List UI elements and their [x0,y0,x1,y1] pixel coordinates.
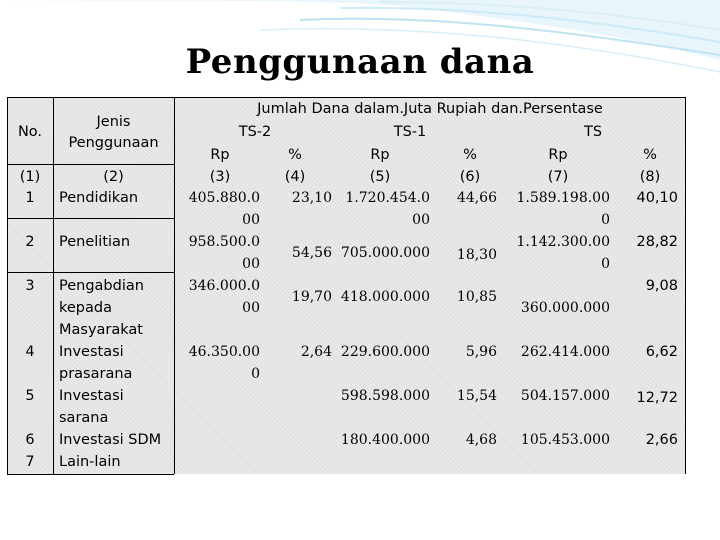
row-3-jenis-line-3: Masyarakat [59,322,143,338]
header-ts-pct: % [643,147,657,163]
row-2-ts-rp-line-1: 1.142.300.00 [516,234,610,250]
row-4-ts1-rp-line-1: 229.600.000 [340,344,430,360]
row-1-ts2-rp-line-1: 405.880.0 [188,190,260,206]
row-5-ts-pct: 12,72 [636,390,678,406]
row-3-ts-pct: 9,08 [645,278,678,294]
row-2-ts1-pct: 18,30 [456,247,497,263]
header-no: No. [17,124,43,140]
row-4-jenis-line-1: Investasi [59,344,124,360]
header-ts2-pct: % [288,147,302,163]
row-4-jenis-line-2: prasarana [59,366,133,382]
row-2-ts2-rp-line-1: 958.500.0 [188,234,260,250]
table-border-bottom [7,474,174,475]
column-number-6: (6) [459,169,481,185]
row-7-no: 7 [25,454,35,470]
row-divider-1 [7,218,174,219]
row-3-no: 3 [25,278,35,294]
header-ts-rp: Rp [548,147,568,163]
row-1-ts-rp-line-1: 1.589.198.00 [516,190,610,206]
header-jumlah: Jumlah Dana dalam.Juta Rupiah dan.Persentase [257,101,603,117]
row-3-jenis-line-2: kepada [59,300,112,316]
row-3-ts1-pct: 10,85 [456,289,497,305]
row-4-ts-pct: 6,62 [645,344,678,360]
column-number-2: (2) [103,169,124,185]
header-ts1-pct: % [463,147,477,163]
row-3-ts-rp-line-1: 360.000.000 [520,300,610,316]
row-1-ts1-rp-line-1: 1.720.454.0 [345,190,430,206]
column-number-5: (5) [369,169,391,185]
row-2-jenis-line-1: Penelitian [59,234,131,250]
row-5-ts1-pct: 15,54 [456,388,497,404]
row-3-ts1-rp-line-1: 418.000.000 [340,289,430,305]
column-number-7: (7) [547,169,569,185]
row-2-ts1-rp-line-1: 705.000.000 [340,245,430,261]
row-4-ts2-rp-line-1: 46.350.00 [188,344,260,360]
row-1-ts-rp-line-2: 0 [601,212,610,228]
row-5-jenis-line-1: Investasi [59,388,124,404]
row-1-ts1-rp-line-2: 00 [412,212,430,228]
row-2-ts-pct: 28,82 [636,234,678,250]
row-6-no: 6 [25,432,35,448]
row-1-ts2-pct: 23,10 [291,190,332,206]
header-divider [7,164,174,165]
row-4-no: 4 [25,344,35,360]
row-2-no: 2 [25,234,35,250]
header-jenis-line2: Penggunaan [68,135,159,151]
row-1-jenis-line-1: Pendidikan [59,190,139,206]
row-1-ts-pct: 40,10 [636,190,678,206]
row-6-jenis-line-1: Investasi SDM [59,432,162,448]
header-jenis-line1: Jenis [96,114,131,130]
row-3-ts2-rp-line-1: 346.000.0 [188,278,260,294]
row-1-ts1-pct: 44,66 [456,190,497,206]
row-3-jenis-line-1: Pengabdian [59,278,144,294]
row-2-ts-rp-line-2: 0 [601,256,610,272]
row-5-ts-rp-line-1: 504.157.000 [520,388,610,404]
row-5-jenis-line-2: sarana [59,410,109,426]
row-2-ts2-pct: 54,56 [291,245,332,261]
page-title: Penggunaan dana [185,42,535,82]
row-2-ts2-rp-line-2: 00 [242,256,260,272]
header-ts2: TS-2 [238,124,272,140]
col-divider-no [53,97,54,474]
row-6-ts1-pct: 4,68 [465,432,497,448]
header-ts1: TS-1 [393,124,427,140]
row-4-ts-rp-line-1: 262.414.000 [520,344,610,360]
row-5-ts1-rp-line-1: 598.598.000 [340,388,430,404]
column-number-4: (4) [284,169,306,185]
table-border-right [685,97,686,474]
row-6-ts1-rp-line-1: 180.400.000 [340,432,430,448]
row-4-ts2-rp-line-2: 0 [251,366,260,382]
column-number-8: (8) [639,169,661,185]
row-6-ts-pct: 2,66 [645,432,678,448]
row-divider-2 [7,272,174,273]
row-7-jenis-line-1: Lain-lain [59,454,121,470]
header-ts2-rp: Rp [210,147,230,163]
row-6-ts-rp-line-1: 105.453.000 [520,432,610,448]
row-1-ts2-rp-line-2: 00 [242,212,260,228]
row-1-no: 1 [25,190,35,206]
column-number-3: (3) [209,169,231,185]
header-ts1-rp: Rp [370,147,390,163]
row-3-ts2-rp-line-2: 00 [242,300,260,316]
column-number-1: (1) [19,169,41,185]
row-3-ts2-pct: 19,70 [291,289,332,305]
header-ts: TS [583,124,603,140]
row-4-ts1-pct: 5,96 [465,344,497,360]
row-5-no: 5 [25,388,35,404]
row-4-ts2-pct: 2,64 [300,344,332,360]
